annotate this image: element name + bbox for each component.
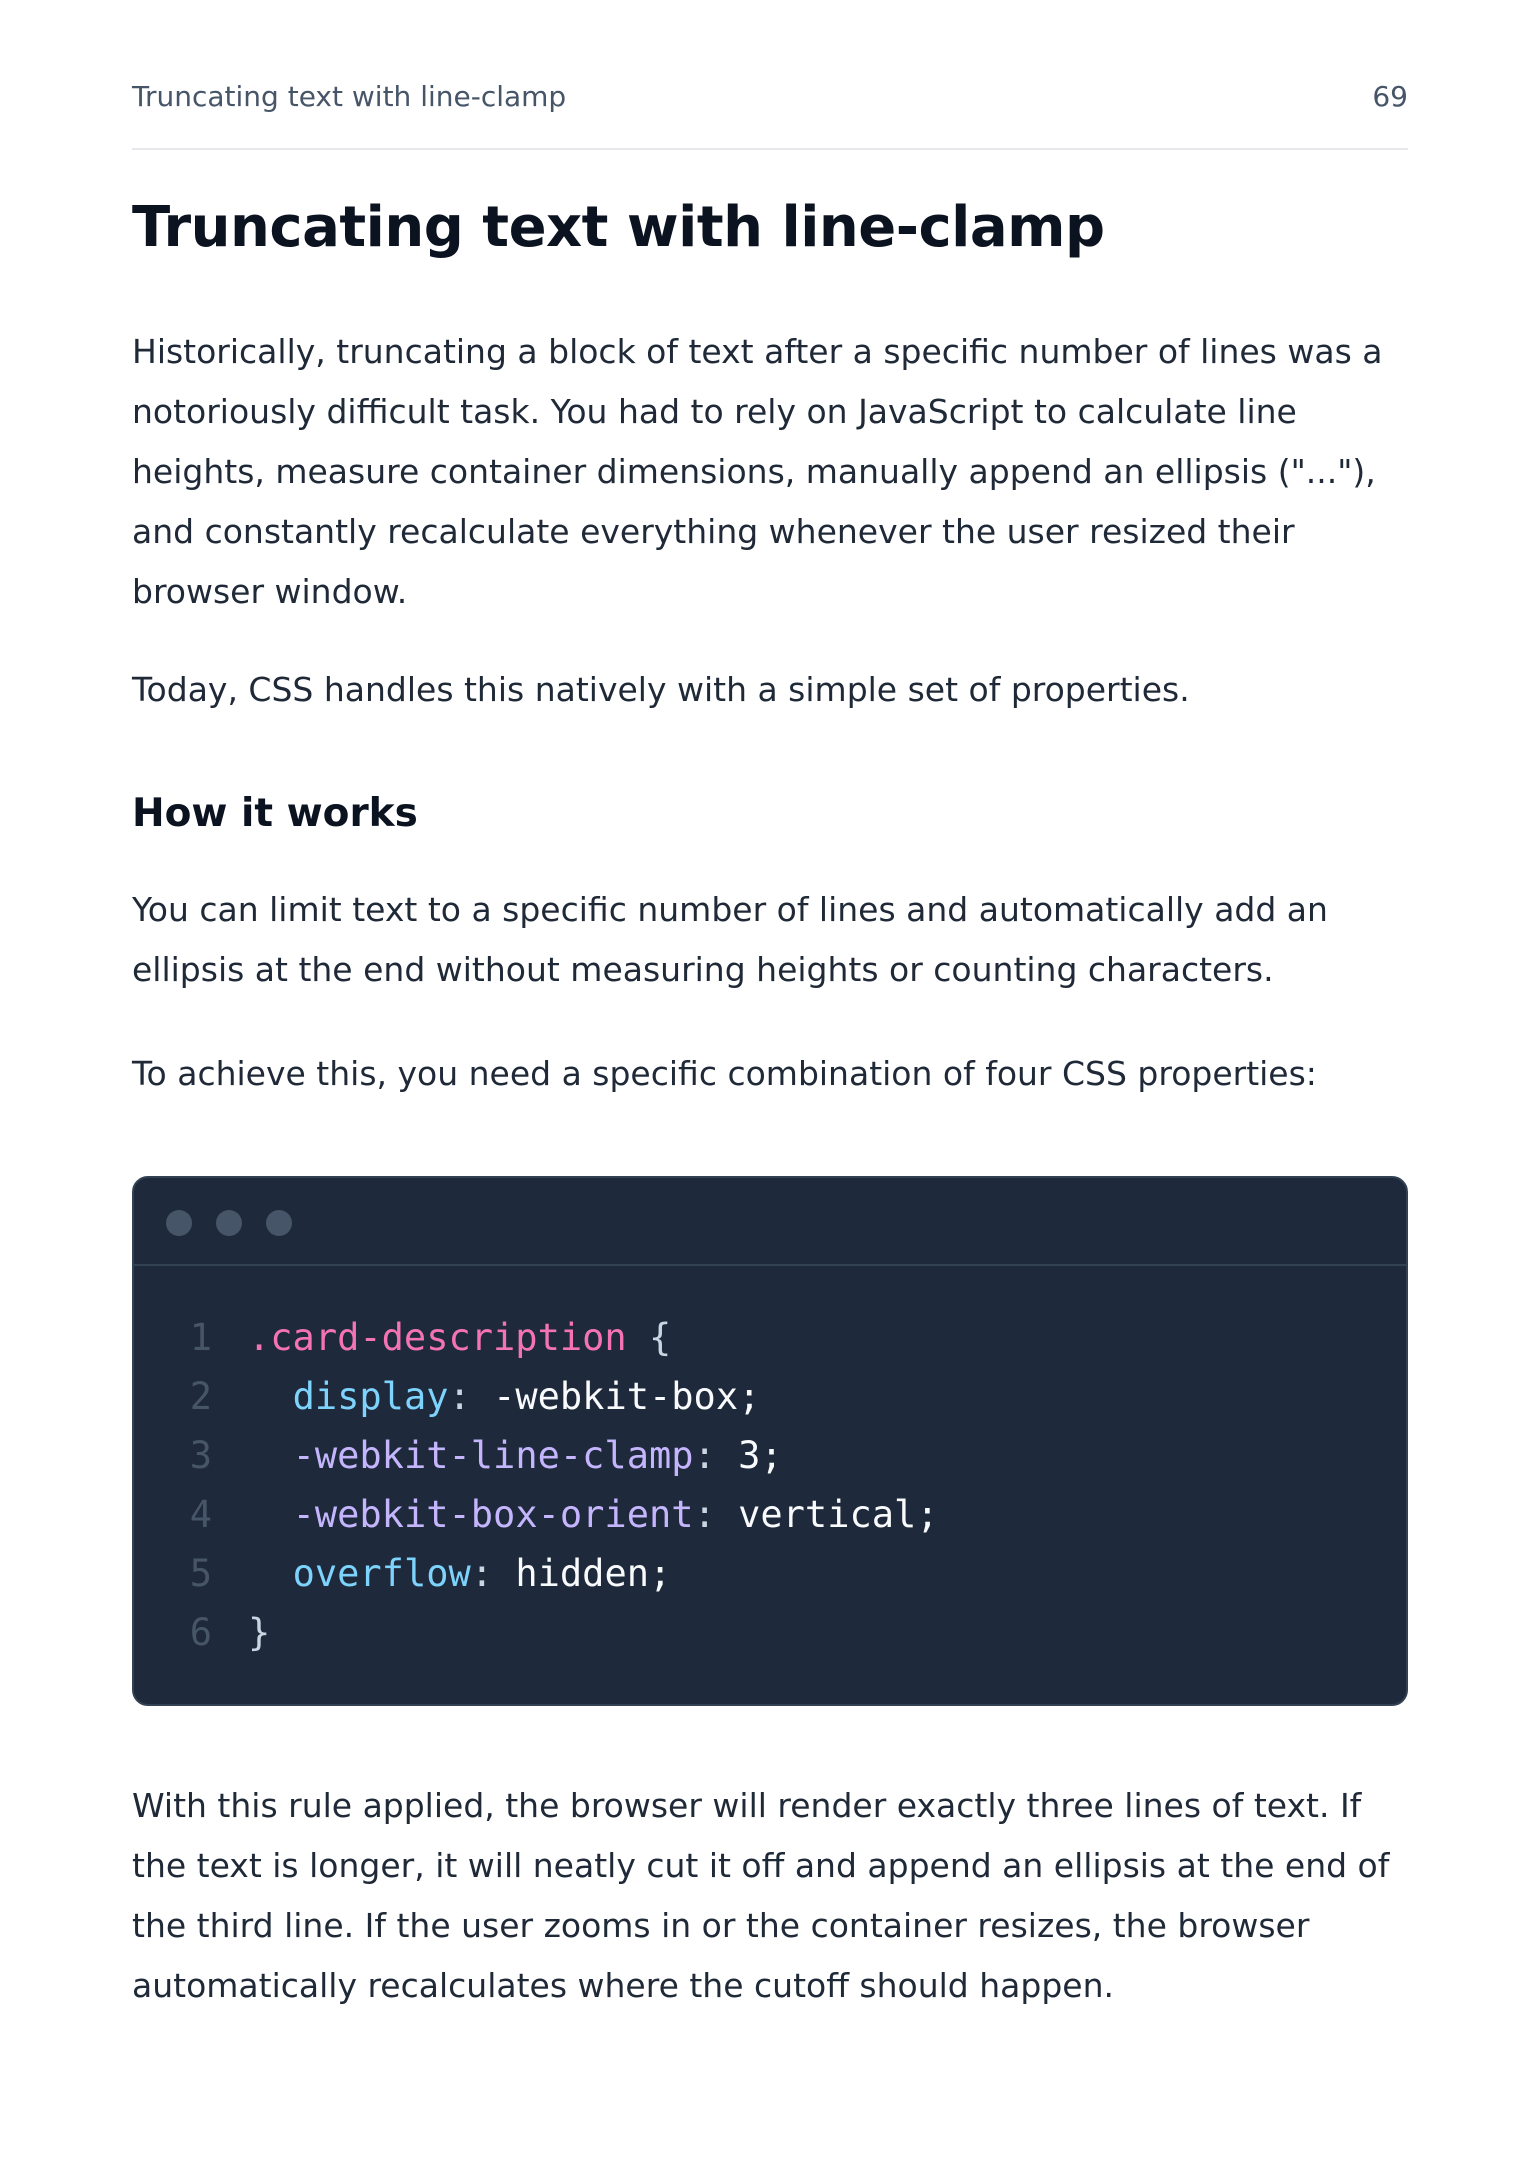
code-text bbox=[212, 1485, 939, 1544]
code-text bbox=[212, 1426, 783, 1485]
section-heading: How it works bbox=[132, 791, 418, 836]
result-paragraph: With this rule applied, the browser will render exactly three lines of text. If the text is longer, it will neatly cut it off and append an ellipsis at the end of the third line. If the user zooms in or the container resizes, the browser automatically recalculates where the cutoff should happen. bbox=[132, 1786, 1390, 2005]
code-indent bbox=[248, 1375, 293, 1418]
intro-paragraph: Historically, truncating a block of text after a specific number of lines was a notoriously difficult task. You had to rely on JavaScript to calculate line heights, measure container dimensions, manually append an ellipsis ("..."), and constantly recalculate everything whenever the user resized their browser window. bbox=[132, 332, 1383, 611]
code-line bbox=[134, 1485, 1406, 1544]
code-block bbox=[132, 1176, 1408, 1706]
css-separator: : bbox=[693, 1434, 739, 1477]
css-value: hidden; bbox=[515, 1552, 672, 1595]
code-text bbox=[212, 1367, 760, 1426]
css-separator: : bbox=[693, 1493, 739, 1536]
code-indent bbox=[248, 1434, 293, 1477]
css-selector: .card-description bbox=[248, 1316, 627, 1359]
code-line bbox=[134, 1426, 1406, 1485]
css-separator: : bbox=[470, 1552, 516, 1595]
code-line bbox=[134, 1367, 1406, 1426]
line-number: 1 bbox=[189, 1316, 212, 1359]
code-line bbox=[134, 1603, 1406, 1662]
css-vendor-property: -webkit-box-orient bbox=[292, 1493, 694, 1536]
css-property: overflow bbox=[292, 1552, 471, 1595]
code-window-titlebar bbox=[134, 1178, 1406, 1266]
line-number: 6 bbox=[189, 1611, 212, 1654]
css-value: vertical; bbox=[738, 1493, 939, 1536]
css-brace: { bbox=[626, 1316, 672, 1359]
window-dot-icon bbox=[166, 1210, 192, 1236]
line-number: 4 bbox=[189, 1493, 212, 1536]
how-it-works-paragraph: You can limit text to a specific number of lines and automatically add an ellipsis at the end without measuring heights or counting characters. bbox=[132, 890, 1328, 989]
code-indent bbox=[248, 1493, 293, 1536]
css-separator: : bbox=[448, 1375, 494, 1418]
page-title: Truncating text with line-clamp bbox=[132, 195, 1105, 260]
requirement-paragraph: To achieve this, you need a specific combination of four CSS properties: bbox=[132, 1054, 1317, 1093]
css-value: -webkit-box; bbox=[493, 1375, 761, 1418]
line-number: 5 bbox=[189, 1552, 212, 1595]
header-divider bbox=[132, 148, 1408, 150]
today-paragraph: Today, CSS handles this natively with a simple set of properties. bbox=[132, 670, 1190, 709]
window-dot-icon bbox=[266, 1210, 292, 1236]
code-text bbox=[212, 1308, 671, 1367]
running-header-title: Truncating text with line-clamp bbox=[132, 79, 567, 113]
running-header bbox=[132, 76, 1408, 116]
css-value: 3; bbox=[738, 1434, 783, 1477]
code-body bbox=[134, 1308, 1406, 1662]
css-brace: } bbox=[248, 1611, 271, 1654]
window-dot-icon bbox=[216, 1210, 242, 1236]
css-property: display bbox=[292, 1375, 449, 1418]
code-indent bbox=[248, 1552, 293, 1595]
page-number: 69 bbox=[1372, 79, 1408, 113]
code-line bbox=[134, 1308, 1406, 1367]
code-text bbox=[212, 1544, 671, 1603]
line-number: 2 bbox=[189, 1375, 212, 1418]
css-vendor-property: -webkit-line-clamp bbox=[292, 1434, 694, 1477]
code-line bbox=[134, 1544, 1406, 1603]
code-text bbox=[212, 1603, 270, 1662]
line-number: 3 bbox=[189, 1434, 212, 1477]
